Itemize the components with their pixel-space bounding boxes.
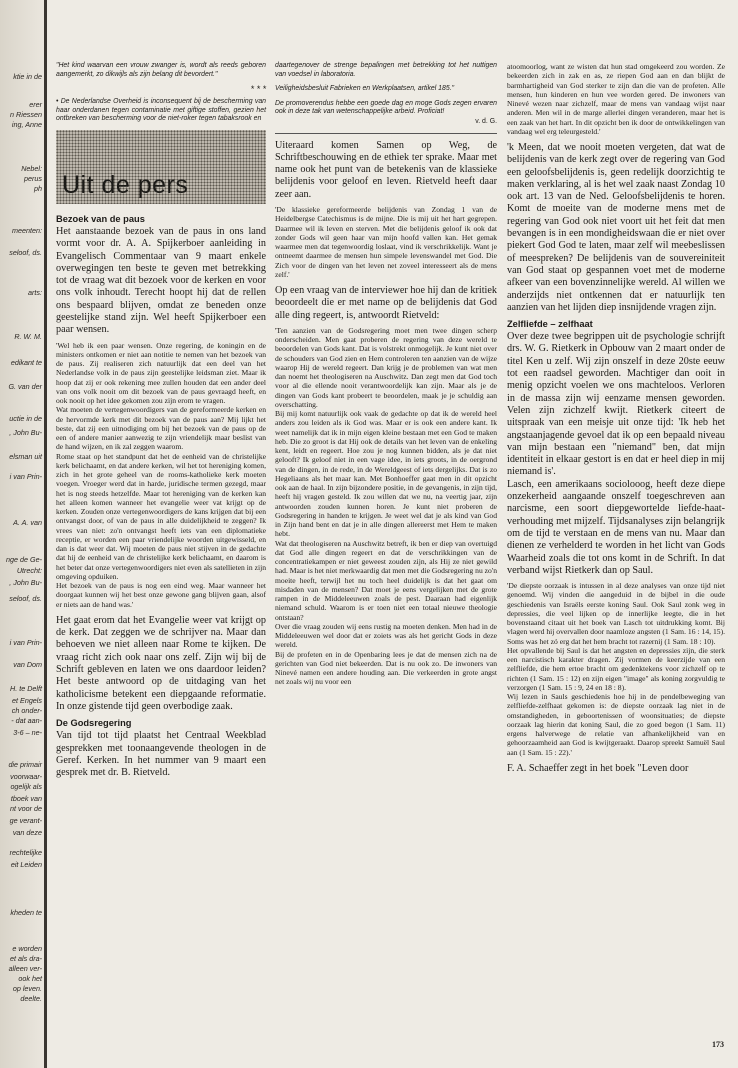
previous-page-fragment: ogelijk als: [10, 782, 42, 791]
previous-page-fragment: H. te Delft: [10, 684, 42, 693]
quote-continuation: atoomoorlog, want ze wisten dat hun stad omgekeerd zou worden. Ze bekeerden zich in zak en as, ze riepen God aan en dan blijkt de barmhartigheid van God sterker te zijn dan die van de profeten. Alle mensen, hun kinderen en hun vee worden gered. De inwoners van Ninevé wezen naar zichzelf, maar de mens van vandaag wijst naar anderen. Men wil in de marge allerlei dingen veranderen, maar het is een zaak van het hart. In dit opzicht ben ik door de ontwikkelingen van vandaag wel erg teleurgesteld.': [507, 62, 725, 136]
previous-page-fragment: ktie in de: [13, 72, 42, 81]
previous-page-fragment: - dat aan-: [11, 716, 42, 725]
previous-page-fragment: , John Bu-: [9, 578, 42, 587]
column-3: [507, 62, 725, 779]
note-signature: v. d. G.: [475, 117, 497, 125]
previous-page-fragment: i van Prin-: [9, 638, 42, 647]
previous-page-fragment: elsman uit: [9, 452, 42, 461]
previous-page-fragment: seloof, ds.: [9, 248, 42, 257]
previous-page-fragment: ing, Anne: [11, 120, 42, 129]
previous-page-fragment: e worden: [12, 944, 42, 953]
previous-page-fragment: , John Bu-: [9, 428, 42, 437]
heading-zelfliefde: Zelfliefde – zelfhaat: [507, 319, 593, 330]
quote-paragraph: Bij mij komt natuurlijk ook vaak de gedachte op dat ik de wereld heel anders zou leiden als ik God was. Maar er is ook een andere kant. Ik weet namelijk dat ik in mijn eigen kleine bestaan met een God te maken heb. Die zo groot is dat Hij ook de details van het leven van de enkeling kent, leidt en regeert. Hoe zou je nog kunnen bidden, als je dat niet gelooft? Ik geloof niet in een vage idee, in iets groots, in de oergrond van de dingen, in de rede, in de Wereldgeest of iets dergelijks. Dat is zo Hegeliaans als het maar kan. Met Bonhoeffer gaat men in dit opzicht ook aan de haal. In zijn bijzondere positie, in de gevangenis, in zijn tijd, heeft hij vragen gesteld. Ik zou willen dat we nu, na veertig jaar, zijn antwoorden zouden kunnen horen. Je kunt niet proberen de Godsregering in handen te krijgen. Je weet wel dat je als kind van God in Zijn hand bent en dat je in alle dingen allereerst met Hem te maken hebt.: [275, 409, 497, 539]
previous-page-fragment: perus: [24, 174, 42, 183]
previous-page-fragment: van Dom: [13, 660, 42, 669]
binding-gutter: [44, 0, 47, 1068]
previous-page-fragment: erer: [29, 100, 42, 109]
previous-page-fragment: arts:: [28, 288, 42, 297]
previous-page-fragment: n Riessen: [10, 110, 42, 119]
body-paragraph: Lasch, een amerikaans sociolooog, heeft deze diepe onzekerheid aangaande onszelf toegeschreven aan narcisme, een soort diepgewortelde liefde-haat-verhouding met mijzelf. Tijdsanalyses zijn belangrijk om de tijd te verstaan en de mens van nu. Maar dan dienen ze verhelderd te worden in het licht van Gods Waarheid zoals die tot ons komt in de Schrift. In dat verband wijst Rietkerk dan op Saul.: [507, 478, 725, 576]
heading-godsregering: De Godsregering: [56, 718, 132, 729]
previous-page-fragment: ook het: [18, 974, 42, 983]
section-title: Uit de pers: [62, 170, 189, 199]
quote-paragraph: Het opvallende bij Saul is dat het angsten en depressies zijn, die sterk een narcistisch karakter dragen. Zij vormen de keerzijde van een zelfliefde, die hem ertoe bracht om gedenktekens voor zichzelf op te richten (1 Sam. 15 : 12) en zijn eigen "image" als koning zorgvuldig te verzorgen (1 Sam. 15 : 9, 24 en 18 : 8).: [507, 645, 725, 692]
quote-paragraph: 'De diepste oorzaak is intussen in al deze analyses van onze tijd niet genoemd. Wij vinden die aangeduid in de bijbel in die oude geschiedenis van Israëls eerste koning Saul. Ook Saul zonk weg in depressies, die veel lijken op de innerlijke leegte, die in het bovenstaand citaat uit het boek van Lasch tot uitdrukking komt. Bij vlagen werd hij overvallen door naamloze angsten (1 Sam. 16 : 14, 15). Soms was het zó erg dat het hem bracht tot razernij (1 Sam. 18 : 10).: [507, 581, 725, 646]
previous-page-fragment: ch onder-: [11, 706, 42, 715]
column-1: [56, 62, 266, 783]
body-paragraph: Uiteraard komen Samen op Weg, de Schriftbeschouwing en de ethiek ter sprake. Maar met name ook het punt van de betekenis van de klassieke belijdenis voor geloof en leven. Rietveld heeft daar zeer aan.: [275, 139, 497, 200]
body-paragraph: F. A. Schaeffer zegt in het boek "Leven door: [507, 762, 689, 774]
section-banner: [56, 130, 266, 204]
quote-paragraph: Wat dat theologiseren na Auschwitz betreft, ik ben er diep van overtuigd dat God alle dingen regeert en dat de verschrikkingen van de concentratiekampen er niet geweest zouden zijn, als Hij ze niet gewild had. Maar is het niet merkwaardig dat men met die Godsregering nu zo'n moeite heeft, terwijl het nu toch heel duidelijk is dat het gaat om misdaden van de mensen? Dat moet je eens vergelijken met de grote rampen in de Middeleeuwen zoals de pest. Daaraan had eigenlijk niemand schuld. Waarom is er toen niet een totaal nieuwe theologie ontstaan?: [275, 538, 497, 622]
previous-page-fragment: Nebel:: [21, 164, 42, 173]
body-paragraph: 'k Meen, dat we nooit moeten vergeten, dat wat de belijdenis van de kerk zegt over de regering van God een geloofsbelijdenis is, geen redelijk doorzichtig te maken verklaring, al is het wel zaak naast Zondag 10 ook art. 13 van de Ned. Geloofsbelijdenis te horen. Komt de moeite van de moderne mens met de regering van God ook niet voort uit het feit dat men bevangen is in een mondigheidswaan die er niet over piekert God God te laten, maar zelf wil meebeslissen of meespreken? De belijdenis van de souvereiniteit van God staat op gespannen voet met de moderne afkeer van een bovenzinnelijke wereld. Al willen we anderzijds niet ontkennen dat er natuurlijk ten aanzien van het lijden diep insnijdende vragen zijn.: [507, 142, 725, 313]
previous-page-fragment: G. van der: [8, 382, 42, 391]
previous-page-fragment: meenten:: [12, 226, 42, 235]
page-number: 173: [712, 1040, 724, 1049]
previous-page-fragment: nge de Ge-: [6, 555, 42, 564]
quote-paragraph: Wat moeten de vertegenwoordigers van de gereformeerde kerken en de hervormde kerk met dit bezoek van de paus aan? Mij lijkt het beste, dat zij een uitnodiging om bij het bezoek van de paus op de een of andere manier aanwezig te zijn vriendelijk maar beslist van de hand wijzen, en ik zal zeggen waarom.: [56, 405, 266, 452]
previous-page-fragment: die primair: [8, 760, 42, 769]
previous-page-fragment: voorwaar-: [10, 772, 42, 781]
previous-page-fragment: deelte.: [20, 994, 42, 1003]
previous-page-fragment: ge verant-: [9, 816, 42, 825]
divider: [275, 133, 497, 134]
note-veiligheidsbesluit: Veiligheidsbesluit Fabrieken en Werkplaatsen, artikel 185.": [275, 85, 455, 93]
previous-page-fragment: Utrecht:: [16, 566, 42, 575]
body-paragraph: Het gaat erom dat het Evangelie weer vat krijgt op de kerk. Dat zeggen we de schrijver na. Maar dan behoeven we niet alleen naar Rome te kijken. De vraag richt zich ook naar ons zelf. Zijn wij bij de Schrift gebleven en laten we ons daardoor leiden? Het beste antwoord op de uitdaging van het katholicisme betekent een diepgaande reformatie. In onze gistende tijd geen overbodige zaak.: [56, 614, 266, 712]
heading-bezoek-paus: Bezoek van de paus: [56, 213, 145, 224]
quote-paragraph: Het bezoek van de paus is nog een eind weg. Maar wanneer het doorgaat kunnen wij het best onze gewone gang blijven gaan, alsof er niets aan de hand was.': [56, 581, 266, 609]
previous-page-fragment: et Engels: [12, 696, 42, 705]
quote-paragraph: 'Ten aanzien van de Godsregering moet men twee dingen scherp onderscheiden. Men gaat proberen de regering van deze wereld te beoordelen van Gods kant. Dat is volstrekt onmogelijk. Je kunt niet over de schouders van God zien en Hem controleren ten aanzien van de wijze waarop Hij de wereld regeert. Dan krijg je de problemen van wat men dan noemt het theologiseren na Auschwitz. Dan zegt men dat God toch voor al die ellende nooit verantwoordelijk kan zijn. Maar als je de dingen van Gods kant probeert te beoordelen, maak je je schuldig aan overschatting.: [275, 325, 497, 409]
quote-paragraph: 'Wel heb ik een paar wensen. Onze regering, de koningin en de ministers ontkomen er niet aan notitie te nemen van het bezoek van de paus. Zij realiseren zich natuurlijk dat een deel van het Nederlandse volk in de paus zijn geestelijke leidsman ziet. Maar ik hoop dat zij er ook rekening mee zullen houden dat een ander deel van ons volk nooit om dit bezoek van de paus gevraagd heeft, en ook nooit op het idee gekomen zou zijn erom te vragen.: [56, 340, 266, 406]
column-2: [275, 62, 497, 693]
previous-page-fragment: 3-6 – ne-: [13, 728, 42, 737]
body-paragraph: Van tijd tot tijd plaatst het Centraal Weekblad gesprekken met toonaangevende theologen in de Geref. Kerken. In het nummer van 9 maart een gesprek met dr. B. Rietveld.: [56, 730, 266, 779]
previous-page-fragment: alleen ver-: [8, 964, 42, 973]
previous-page-fragment: eit Leiden: [10, 860, 42, 869]
note-separator: * * *: [250, 84, 266, 95]
previous-page-fragment: op leven.: [12, 984, 42, 993]
previous-page-fragment: nt voor de: [10, 804, 42, 813]
quote-paragraph: Wij lezen in Sauls geschiedenis hoe hij in de pendelbeweging van zelfliefde-zelfhaat gekomen is: de diepste oorzaak lag niet in de omstandigheden, in geboortenissen of woonsituaties; de diepste oorzaak lag hierin dat koning Saul, die zo goed begon (1 Sam. 11) ergens halverwege de relatie van afhankelijkheid van en gehoorzaamheid aan God is kwijtgeraakt. Daarop spreekt Samuël Saul aan (1 Sam. 15 : 22).': [507, 692, 725, 757]
note-overheid: • De Nederlandse Overheid is inconsequent bij de bescherming van haar onderdanen tegen contaminatie met giftige stoffen, gezien het ontbreken van bescherming voor de niet-roker tegen tabaksrook en: [56, 98, 266, 123]
previous-page-fragment: et als dra-: [10, 954, 42, 963]
previous-page-fragment: ph: [34, 184, 42, 193]
lead-paragraph: Het aanstaande bezoek van de paus in ons land vormt voor dr. A. A. Spijkerboer aanleiding in Evangelisch Commentaar van 9 maart enkele overwegingen ten beste te geven met betrekking tot de vraag wat dit bezoek voor de kerken en voor ons volk inhoudt. Terecht hoopt hij dat de rellen ons bespaard blijven, omdat ze beneden onze geestelijke stand zijn. Wel heeft Spijkerboer een paar wensen.: [56, 225, 266, 336]
quote-paragraph: 'De klassieke gereformeerde belijdenis van Zondag 1 van de Heidelbergse Catechismus is de mijne. Die is mij uit het hart gegrepen. Daarmee wil ik leven en sterven. Met die belijdenis geloof ik ook dat zonder Gods wil geen haar van mijn hoofd vallen kan. Het gemak waarmee men dat tegenwoordig loslaat, vind ik verschrikkelijk. Want je ontneemt daarmee de mensen hun simpele levenswandel met God. Die Zich voor de dingen van het leven net zoveel interesseert als de mens zelf.': [275, 205, 497, 279]
previous-page-fragment: seloof, ds.: [9, 594, 42, 603]
quote-paragraph: Over die vraag zouden wij eens rustig na moeten denken. Men had in de Middeleeuwen wel door dat er zoiets was als het gericht Gods in deze wereld.: [275, 621, 497, 650]
previous-page-fragment: tboek van: [10, 794, 42, 803]
previous-page-fragment: A. A. van: [13, 518, 42, 527]
body-paragraph: Over deze twee begrippen uit de psychologie schrijft drs. W. G. Rietkerk in Opbouw van 2 maart onder de titel Ken u zelf. Wij zijn onszelf in deze 20ste eeuw tot een raadsel geworden. Machtiger dan ooit in menig opzicht voelen we ons machteloos. Verloren in de massa zijn wij eenzame mensen geworden. Velen zijn zichzelf kwijt. Rietkerk citeert de uitspraak van een meisje uit onze tijd: 'Ik heb het angstaanjagende gevoel dat ik op een bepaald niveau van mijn bestaan een "niemand" ben, dat mijn identiteit in elkaar gestort is en dat er heel diep in mij niemand is'.: [507, 331, 725, 478]
note-quote: "Het kind waarvan een vrouw zwanger is, wordt als reeds geboren aangemerkt, zo dikwijls als zijn belang dit bevordert.": [56, 62, 266, 78]
note-continuation: daartegenover de strenge bepalingen met betrekking tot het nuttigen van voedsel in laboratoria.: [275, 62, 497, 78]
note-proficiat: De promoverendus hebbe een goede dag en moge Gods zegen ervaren ook in deze tak van wetenschappelijke arbeid. Proficiat!: [275, 99, 497, 116]
quote-paragraph: Bij de profeten en in de Openbaring lees je dat de mensen zich na de gerichten van God niet bekeerden. Dat is nu ook zo. De inwoners van Ninevé namen een andere houding aan. Die verkeerden in grote angst net zoals wij nu voor een: [275, 649, 497, 687]
previous-page-fragment: uctie in de: [9, 414, 42, 423]
previous-page-fragment: edikant te: [10, 358, 42, 367]
previous-page-fragment: kheden te: [10, 908, 42, 917]
previous-page-fragment: i van Prin-: [9, 472, 42, 481]
previous-page-fragment: van deze: [12, 828, 42, 837]
previous-page-fragment: R. W. M.: [14, 332, 42, 341]
quote-paragraph: Rome staat op het standpunt dat het de eenheid van de christelijke kerk belichaamt, en dat andere kerken, wil het tot hereniging komen, zich in het grote geheel van de rooms-katholieke kerk moeten voegen. Vroeger werd dat in harde, juridische termen gezegd, maar het is nog steeds hetzelfde. Maar tot hereniging van de kerken kan het alleen komen wanneer het evangelie weer vat krijgt op de kerken. Zouden onze vertegenwoordigers de kans krijgen dat bij een ontvangst door, of van de paus in alle duidelijkheid te zeggen? Ik vrees van niet: zo'n ontvangst heeft iets van een diplomatieke receptie, er worden een paar vriendelijke woorden uitgewisseld, en dan is dat weer dat. Wij moeten de paus niet stijven in de gedachte dat hij de eenheid van de christelijke kerk belichaamt, en daarom is het beter dat onze vertegenwoordigers niet even als satellieten in zijn omgeving opduiken.: [56, 451, 266, 581]
previous-page-fragment: rechtelijke: [9, 848, 42, 857]
body-paragraph: Op een vraag van de interviewer hoe hij dan de kritiek beoordeelt die er met name op de belijdenis dat God alle ding regeert, is, antwoordt Rietveld:: [275, 285, 497, 321]
